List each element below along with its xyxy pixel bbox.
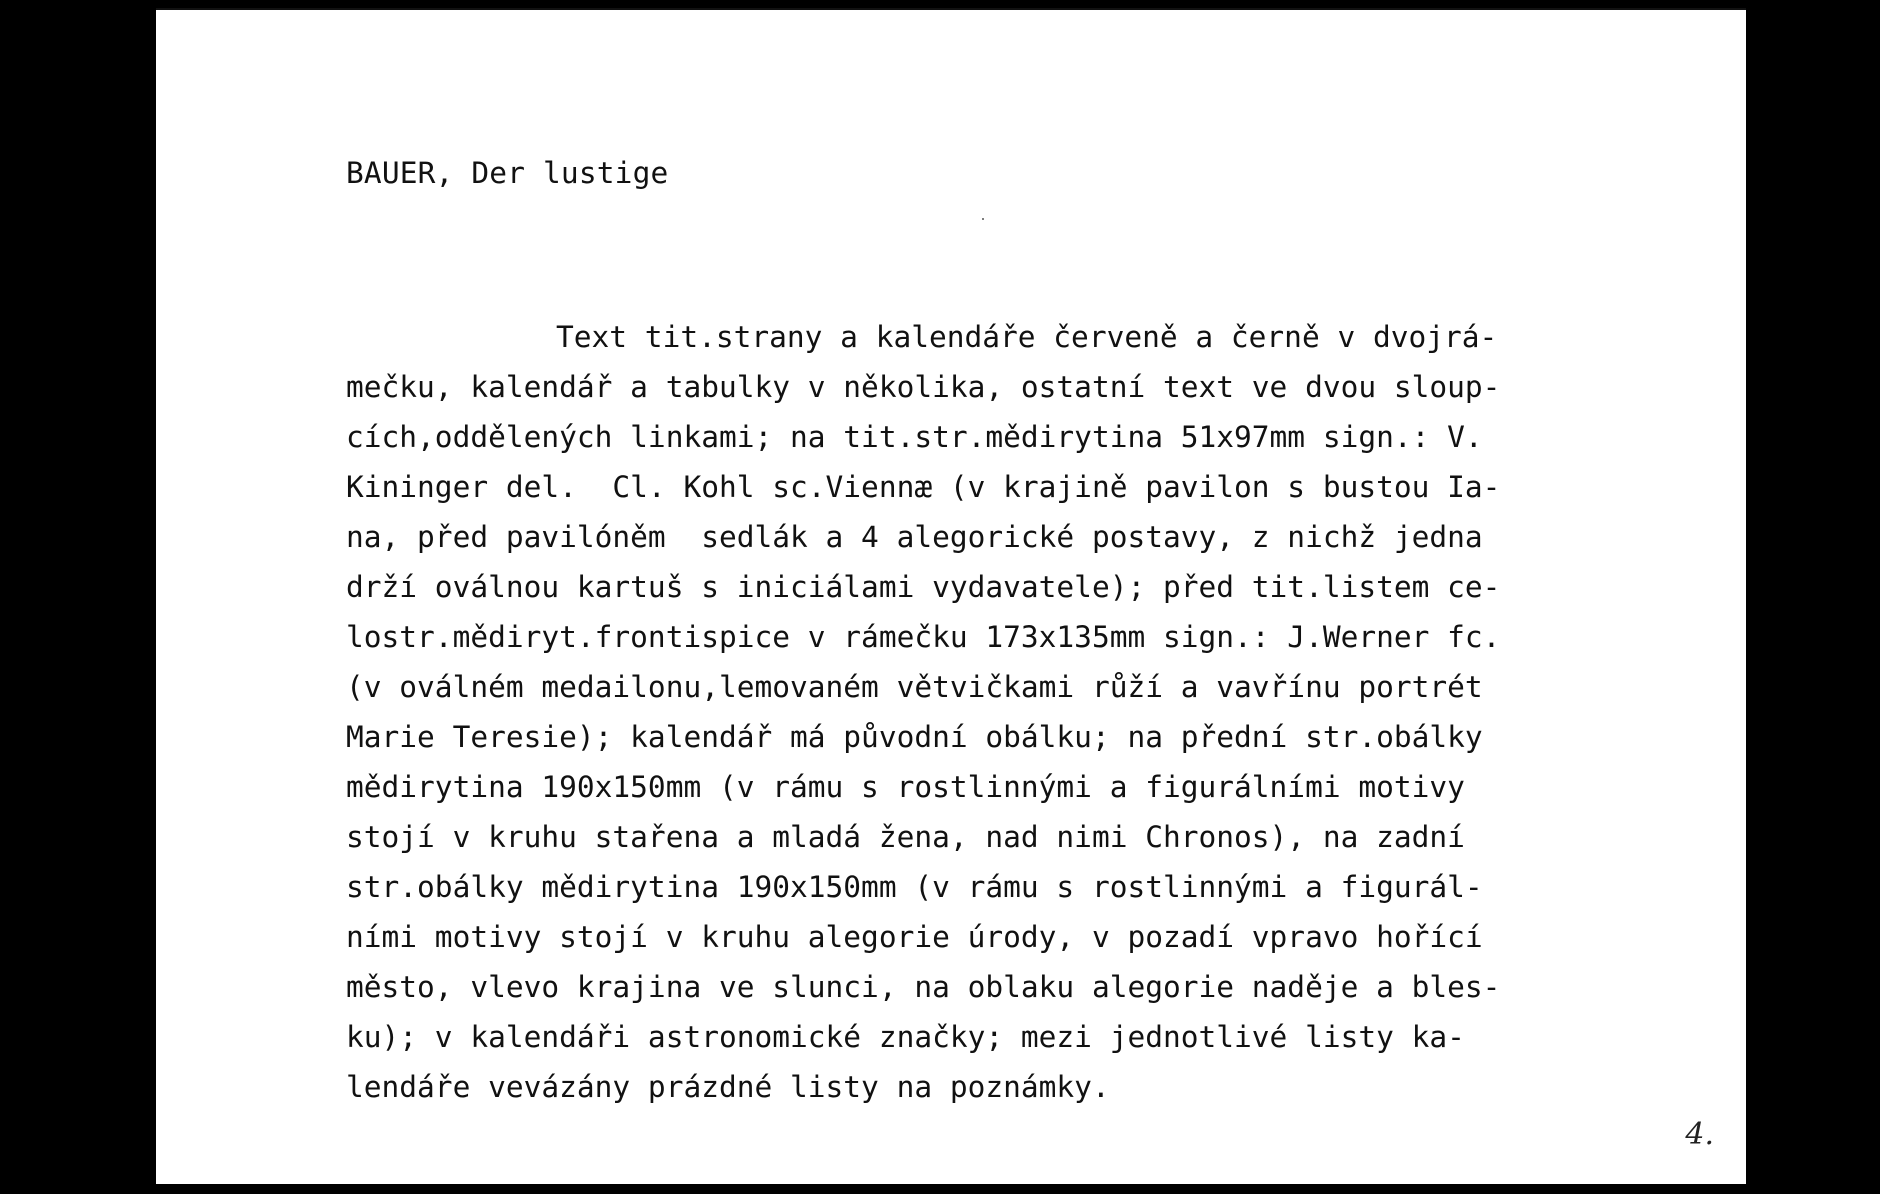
description-line: lostr.mědiryt.frontispice v rámečku 173x135mm sign.: J.Werner fc.	[346, 620, 1501, 654]
description-line: drží oválnou kartuš s iniciálami vydavatele); před tit.listem ce-	[346, 570, 1501, 604]
description-line: město, vlevo krajina ve slunci, na oblaku alegorie naděje a bles-	[346, 970, 1501, 1004]
description-line: stojí v kruhu stařena a mladá žena, nad nimi Chronos), na zadní	[346, 820, 1465, 854]
card-heading: BAUER, Der lustige	[346, 156, 669, 190]
description-line: mědirytina 190x150mm (v rámu s rostlinnými a figurálními motivy	[346, 770, 1465, 804]
description-line: lendáře vevázány prázdné listy na poznámky.	[346, 1070, 1110, 1104]
description-line: Text tit.strany a kalendáře červeně a černě v dvojrá-	[556, 320, 1498, 354]
description-line: str.obálky mědirytina 190x150mm (v rámu s rostlinnými a figurál-	[346, 870, 1483, 904]
description-line: ními motivy stojí v kruhu alegorie úrody, v pozadí vpravo hořící	[346, 920, 1483, 954]
catalog-card	[156, 8, 1746, 1184]
description-line: cích,oddělených linkami; na tit.str.mědirytina 51x97mm sign.: V.	[346, 420, 1483, 454]
description-line: Marie Teresie); kalendář má původní obálku; na přední str.obálky	[346, 720, 1483, 754]
scan-speck	[982, 218, 984, 220]
page-number-mark: 4.	[1685, 1117, 1714, 1152]
description-line: ku); v kalendáři astronomické značky; mezi jednotlivé listy ka-	[346, 1020, 1465, 1054]
description-line: (v oválném medailonu,lemovaném větvičkami růží a vavřínu portrét	[346, 670, 1483, 704]
description-line: na, před pavilóněm sedlák a 4 alegorické postavy, z nichž jedna	[346, 520, 1483, 554]
description-line: mečku, kalendář a tabulky v několika, ostatní text ve dvou sloup-	[346, 370, 1501, 404]
card-description	[346, 312, 1500, 1112]
description-line: Kininger del. Cl. Kohl sc.Viennæ (v krajině pavilon s bustou Ia-	[346, 470, 1501, 504]
